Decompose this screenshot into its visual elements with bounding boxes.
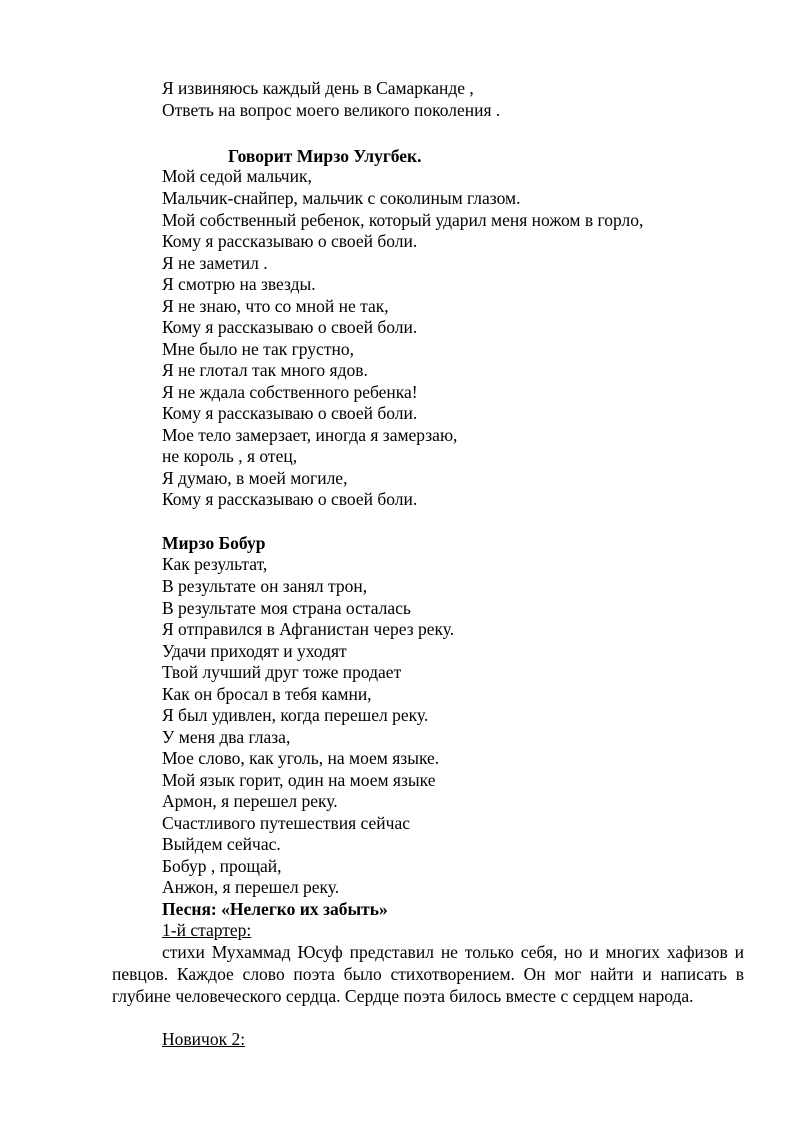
song-heading: Песня: «Нелегко их забыть» (162, 899, 388, 919)
poem-line: Мое тело замерзает, иногда я замерзаю, (162, 425, 458, 445)
intro-line: Я извиняюсь каждый день в Самарканде , (162, 78, 474, 98)
poem-line: Анжон, я перешел реку. (162, 877, 340, 897)
poem-line: Кому я рассказываю о своей боли. (162, 403, 418, 423)
poem-line: Кому я рассказываю о своей боли. (162, 231, 418, 251)
intro-line: Ответь на вопрос моего великого поколения . (162, 100, 501, 120)
poem-line: Я не заметил . (162, 253, 268, 273)
poem-line: Я отправился в Афганистан через реку. (162, 619, 455, 639)
poem-line: Я смотрю на звезды. (162, 274, 316, 294)
poem-line: Я не ждала собственного ребенка! (162, 382, 418, 402)
poem-line: Удачи приходят и уходят (162, 641, 347, 661)
poem-line: Я был удивлен, когда перешел реку. (162, 705, 429, 725)
poem-line: Как результат, (162, 554, 268, 574)
poem-line: Я не глотал так много ядов. (162, 360, 368, 380)
poem-line: Я думаю, в моей могиле, (162, 468, 348, 488)
poem-line: Мне было не так грустно, (162, 339, 354, 359)
poem-line: Выйдем сейчас. (162, 834, 281, 854)
poem-line: Армон, я перешел реку. (162, 791, 338, 811)
poem-line: Бобур , прощай, (162, 856, 282, 876)
poem-line: Мой язык горит, один на моем языке (162, 770, 436, 790)
poem-line: В результате он занял трон, (162, 576, 368, 596)
starter-2-label: Новичок 2: (162, 1029, 246, 1049)
poem-line: В результате моя страна осталась (162, 598, 411, 618)
poem-line: не король , я отец, (162, 446, 298, 466)
poem-line: Мое слово, как уголь, на моем языке. (162, 748, 440, 768)
poem-line: Твой лучший друг тоже продает (162, 662, 402, 682)
poem-line: Мой седой мальчик, (162, 166, 312, 186)
poem-line: Мой собственный ребенок, который ударил меня ножом в горло, (162, 210, 644, 230)
poem-line: Счастливого путешествия сейчас (162, 813, 410, 833)
starter-1-label: 1-й стартер: (162, 920, 252, 940)
poem-line: У меня два глаза, (162, 727, 291, 747)
song-paragraph: стихи Мухаммад Юсуф представил не только себя, но и многих хафизов и певцов. Каждое слово поэта было стихотворением. Он мог найти и написать в глубине человеческого сердца. Сердце поэта билось вместе с сердцем народа. (112, 942, 744, 1007)
bobur-heading: Мирзо Бобур (162, 533, 266, 553)
ulugbek-heading: Говорит Мирзо Улугбек. (228, 146, 422, 166)
poem-line: Мальчик-снайпер, мальчик с соколиным глазом. (162, 188, 521, 208)
poem-line: Как он бросал в тебя камни, (162, 684, 372, 704)
poem-line: Кому я рассказываю о своей боли. (162, 489, 418, 509)
poem-line: Я не знаю, что со мной не так, (162, 296, 389, 316)
poem-line: Кому я рассказываю о своей боли. (162, 317, 418, 337)
